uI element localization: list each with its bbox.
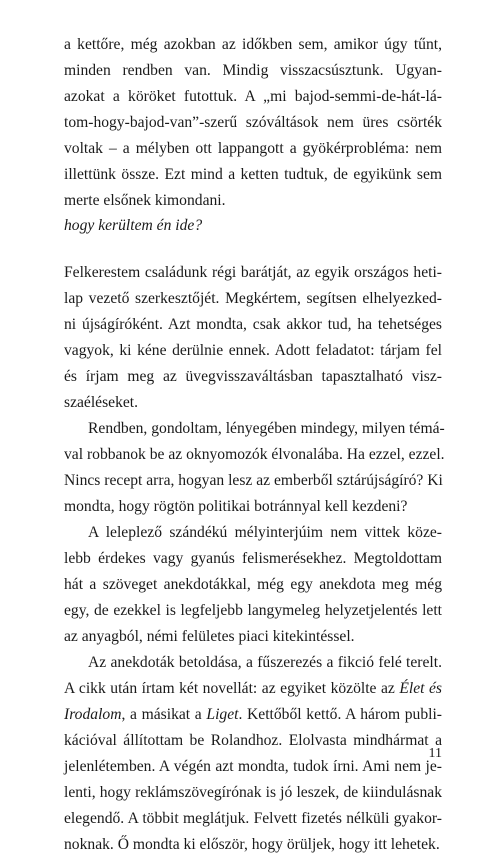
- text-line: lebb érdekes vagy gyanús felismerésekhez. Megtoldottam: [64, 550, 442, 567]
- text-line: az anyagból, némi felületes piaci kitekintéssel.: [64, 628, 355, 645]
- text-line: voltak – a mélyben ott lappangott a gyökérprobléma: nem: [64, 140, 442, 157]
- text-line: egy, de ezekkel is legfeljebb langymeleg helyzetjelentés lett: [64, 602, 442, 619]
- text-line: mondta, hogy rögtön politikai botránnyal kell kezdeni?: [64, 498, 408, 515]
- text-line: Nincs recept arra, hogyan lesz az emberből sztárújságíró? Ki: [64, 472, 443, 489]
- text-line: vagyok, ki kéne derülnie ennek. Adott feladatot: tárjam fel: [64, 342, 442, 359]
- text-line: Rendben, gondoltam, lényegében mindegy, milyen témá-: [88, 420, 445, 437]
- text-line: merte elsőnek kimondani.: [64, 192, 226, 209]
- text-line: szaéléseket.: [64, 394, 139, 411]
- text-line: lenti, hogy reklámszövegírónak is jó leszek, de kiindulásnak: [64, 784, 442, 801]
- page-number: 11: [428, 746, 442, 761]
- text-line: Az anekdoták betoldása, a fűszerezés a fikció felé terelt.: [88, 654, 442, 671]
- text-line: minden rendben van. Mindig visszacsúsztunk. Ugyan-: [64, 62, 442, 79]
- text-line: A cikk után írtam két novellát: az egyiket közölte az Élet és: [64, 680, 443, 697]
- text-line: a kettőre, még azokban az időkben sem, amikor úgy tűnt,: [64, 36, 442, 53]
- text-line: A leleplező szándékú mélyinterjúim nem vittek köze-: [88, 524, 442, 541]
- text-line: tom-hogy-bajod-van”-szerű szóváltások nem üres csörték: [64, 114, 442, 131]
- text-line: és írjam meg az üvegvisszaváltásban tapasztalható visz-: [64, 368, 442, 385]
- text-line: azokat a köröket futottuk. A „mi bajod-semmi-de-hát-lá-: [64, 88, 442, 105]
- text-line: val robbanok be az oknyomozók élvonalába. Ha ezzel, ezzel.: [64, 446, 445, 463]
- text-line: lap vezető szerkesztőjét. Megkértem, segítsen elhelyezked-: [64, 290, 442, 307]
- section-heading: hogy kerültem én ide?: [64, 217, 203, 234]
- text-line: jelenlétemben. A végén azt mondta, tudok írni. Ami nem je-: [64, 758, 442, 775]
- text-line: illettünk össze. Ezt mind a ketten tudtuk, de egyikünk sem: [64, 166, 442, 183]
- text-line: Irodalom, a másikat a Liget. Kettőből kettő. A három publi-: [64, 706, 442, 723]
- text-line: noknak. Ő mondta ki először, hogy örüljek, hogy itt lehetek.: [64, 836, 440, 853]
- text-line: Felkerestem családunk régi barátját, az egyik országos heti-: [64, 264, 442, 281]
- text-line: hát a szöveget anekdotákkal, még egy anekdota meg még: [64, 576, 442, 593]
- text-line: kációval állítottam be Rolandhoz. Elolvasta mindhármat a: [64, 732, 442, 749]
- text-line: ni újságíróként. Azt mondta, csak akkor tud, ha tehetséges: [64, 316, 442, 333]
- text-line: elegendő. A többit meglátjuk. Felvett fizetés nélküli gyakor-: [64, 810, 442, 827]
